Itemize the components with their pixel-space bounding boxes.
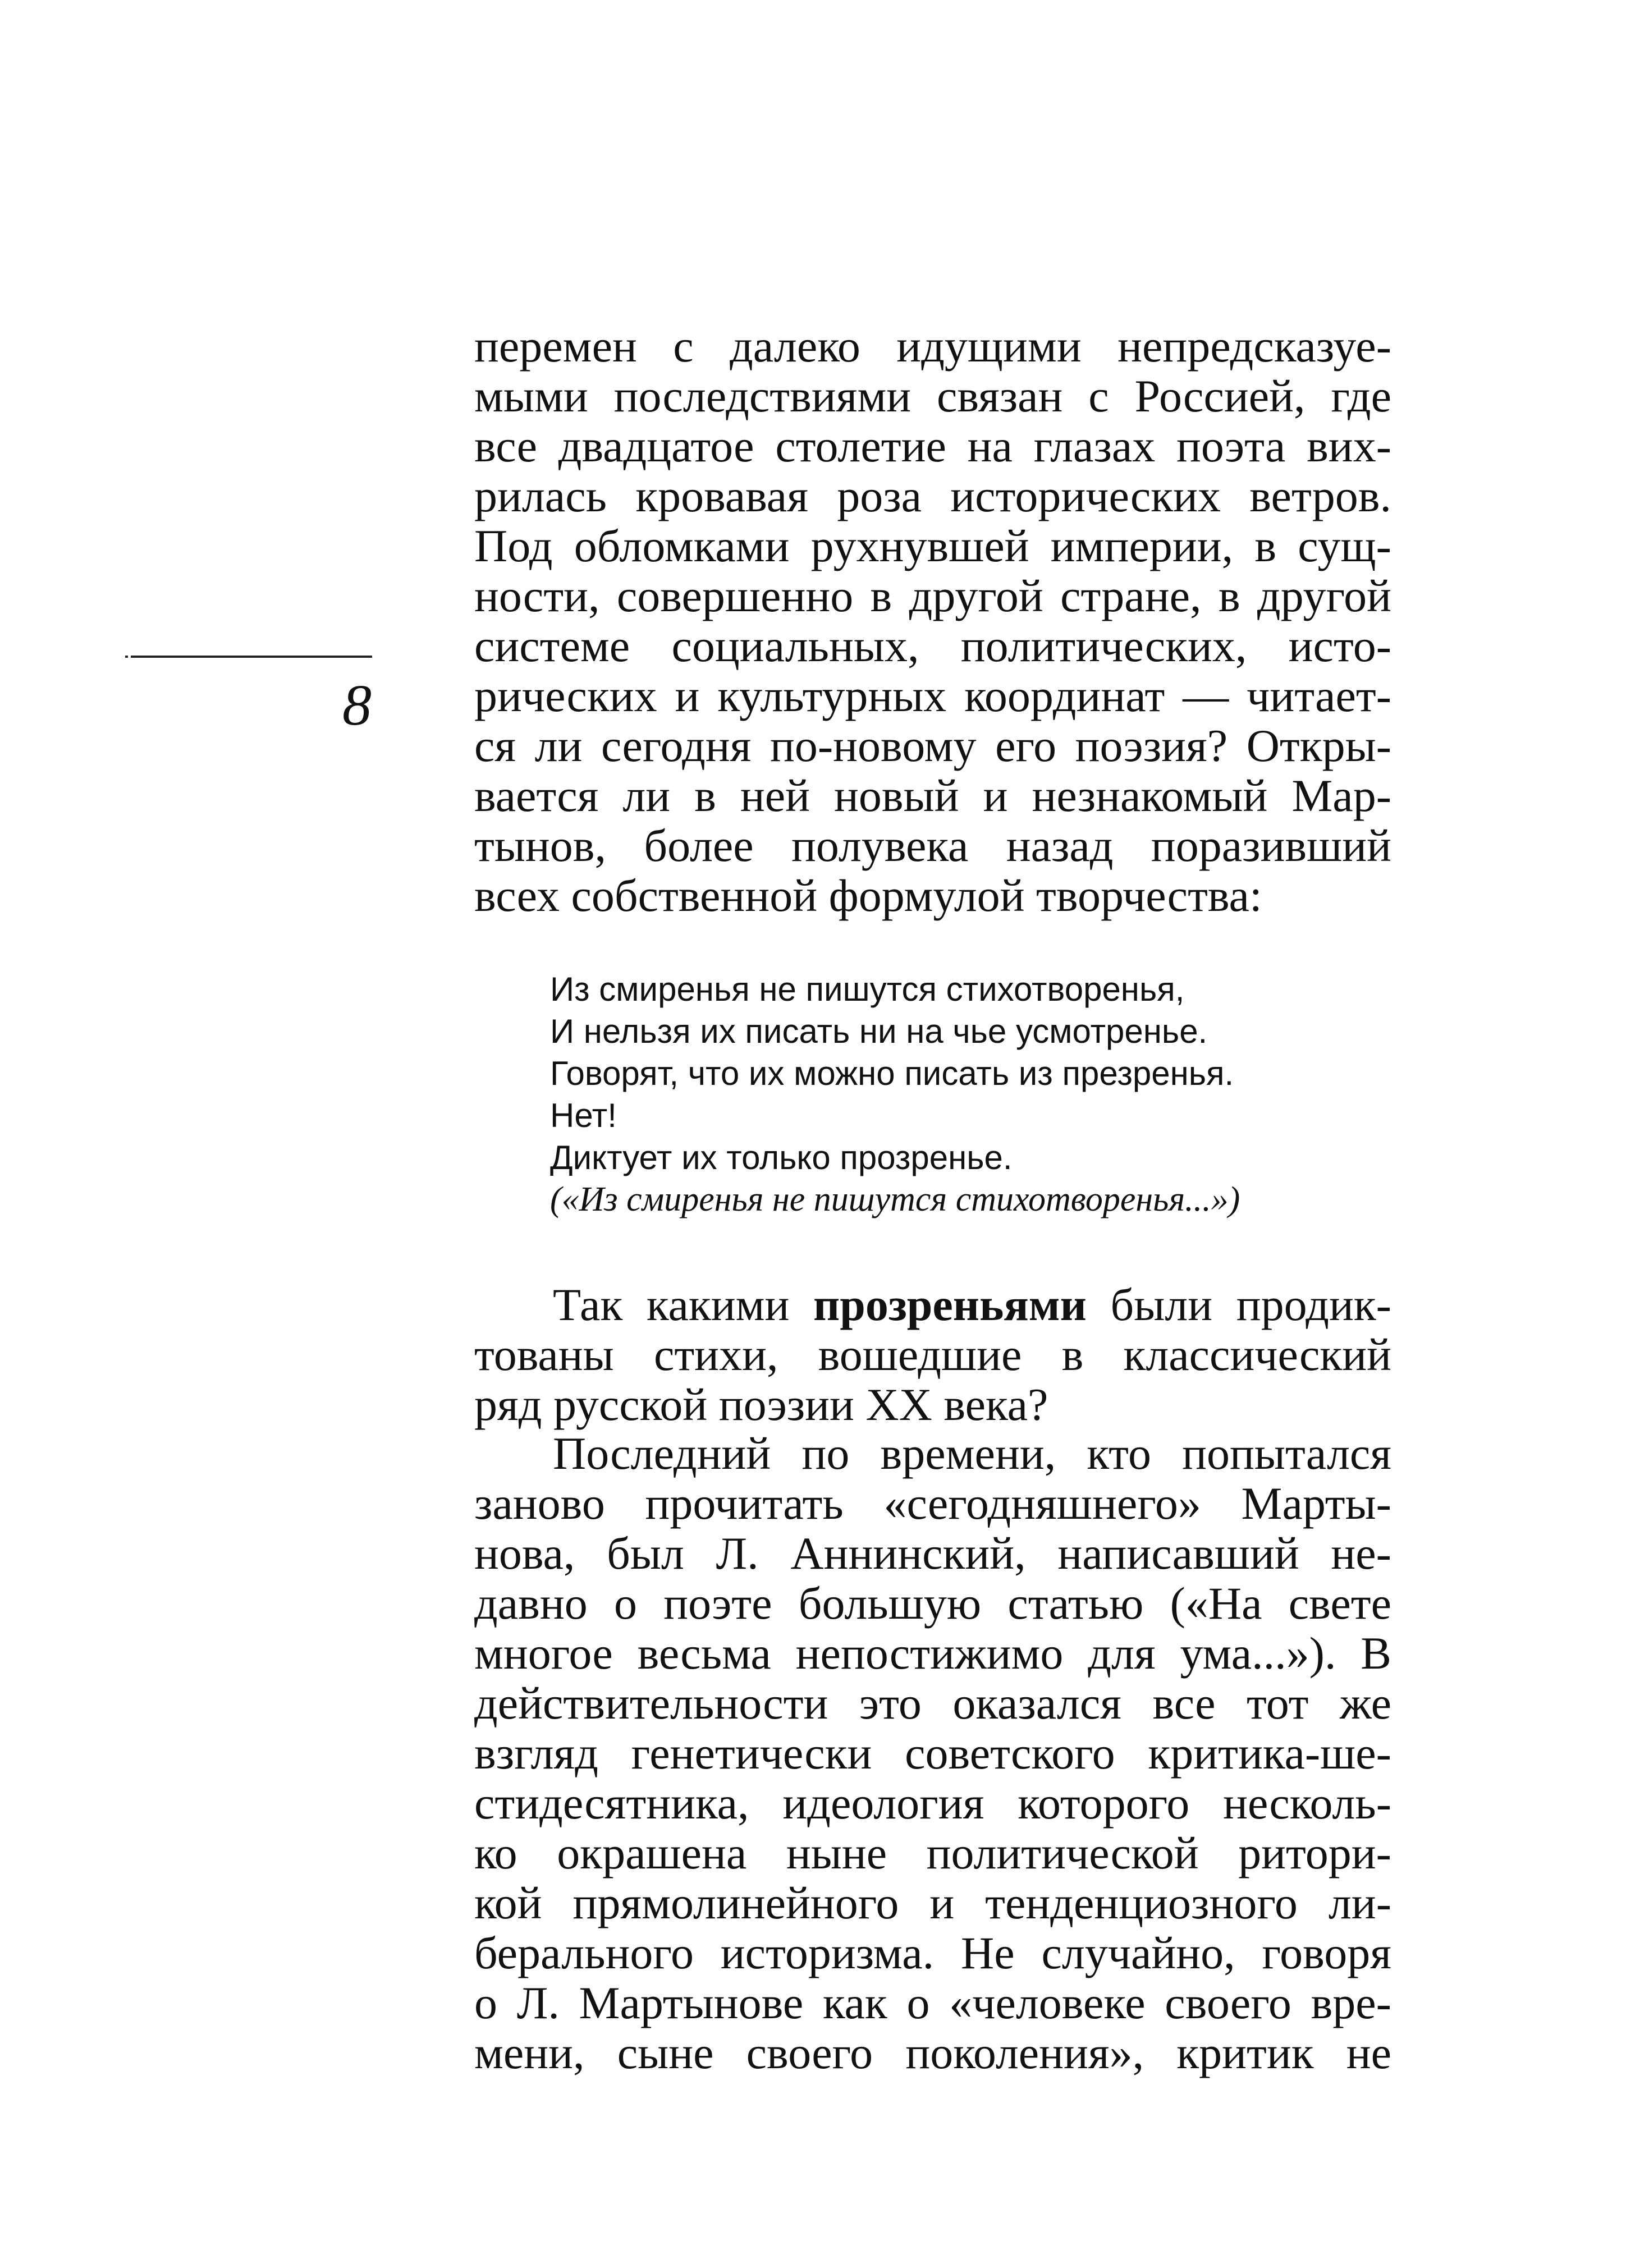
page-number: 8: [342, 673, 372, 737]
text-line: о Л. Мартынове как о «человеке своего вре-: [474, 1977, 1391, 2028]
text-line: все двадцатое столетие на глазах поэта вих-: [474, 420, 1391, 471]
text-line: Под обломками рухнувшей империи, в сущ-: [474, 520, 1391, 571]
text-line: действительности это оказался все тот же: [474, 1678, 1391, 1729]
poem-line: И нельзя их писать ни на чье усмотренье.: [550, 1012, 1208, 1050]
text-line: берального историзма. Не случайно, говоря: [474, 1927, 1391, 1978]
text-line: системе социальных, политических, исто-: [474, 620, 1391, 671]
poem-quote: [550, 968, 1240, 1221]
text-line: ся ли сегодня по-новому его поэзия? Откры-: [474, 720, 1391, 771]
text-line: вается ли в ней новый и незнакомый Мар-: [474, 770, 1391, 821]
paragraph-2: [474, 1280, 1391, 1429]
poem-line: Из смиренья не пишутся стихотворенья,: [550, 970, 1185, 1008]
text-line: нова, был Л. Аннинский, написавший не-: [474, 1528, 1391, 1579]
text-line: взгляд генетически советского критика-ше-: [474, 1728, 1391, 1779]
poem-line: Диктует их только прозренье.: [550, 1139, 1013, 1176]
text-line: ряд русской поэзии XX века?: [474, 1379, 1048, 1430]
paragraph-3: [474, 1428, 1391, 2078]
text-line: ко окрашена ныне политической ритори-: [474, 1827, 1391, 1878]
text-line: перемен с далеко идущими непредсказуе-: [474, 320, 1391, 372]
text-line: тынов, более полувека назад поразивший: [474, 820, 1391, 871]
text-line: тованы стихи, вошедшие в классический: [474, 1329, 1391, 1380]
text-line: всех собственной формулой творчества:: [474, 870, 1262, 921]
poem-line: Говорят, что их можно писать из презренья.: [550, 1055, 1234, 1092]
bold-term: прозреньями: [813, 1279, 1087, 1330]
text-line: заново прочитать «сегодняшнего» Марты-: [474, 1478, 1391, 1529]
text-line: рилась кровавая роза исторических ветров.: [474, 470, 1391, 521]
text-line: мыми последствиями связан с Россией, где: [474, 370, 1391, 421]
paragraph-1: [474, 321, 1391, 920]
text-line: рических и культурных координат — читает-: [474, 670, 1391, 721]
margin-rule: [131, 656, 372, 658]
poem-line: Нет!: [550, 1097, 617, 1134]
text-line: мени, сыне своего поколения», критик не: [474, 2027, 1391, 2078]
text-line: Последний по времени, кто попытался: [553, 1428, 1391, 1479]
text-line: давно о поэте большую статью («На свете: [474, 1578, 1391, 1629]
text-line: многое весьма непостижимо для ума...»). В: [474, 1628, 1391, 1679]
poem-source: («Из смиренья не пишутся стихотворенья...»): [550, 1180, 1240, 1218]
text-span: Так какими: [553, 1279, 813, 1330]
text-line: ности, совершенно в другой стране, в другой: [474, 570, 1391, 621]
text-line: стидесятника, идеология которого несколь-: [474, 1777, 1391, 1829]
text-line: кой прямолинейного и тенденциозного ли-: [474, 1877, 1391, 1928]
text-span: были продик-: [1086, 1279, 1391, 1330]
text-line: [474, 1280, 1391, 1330]
